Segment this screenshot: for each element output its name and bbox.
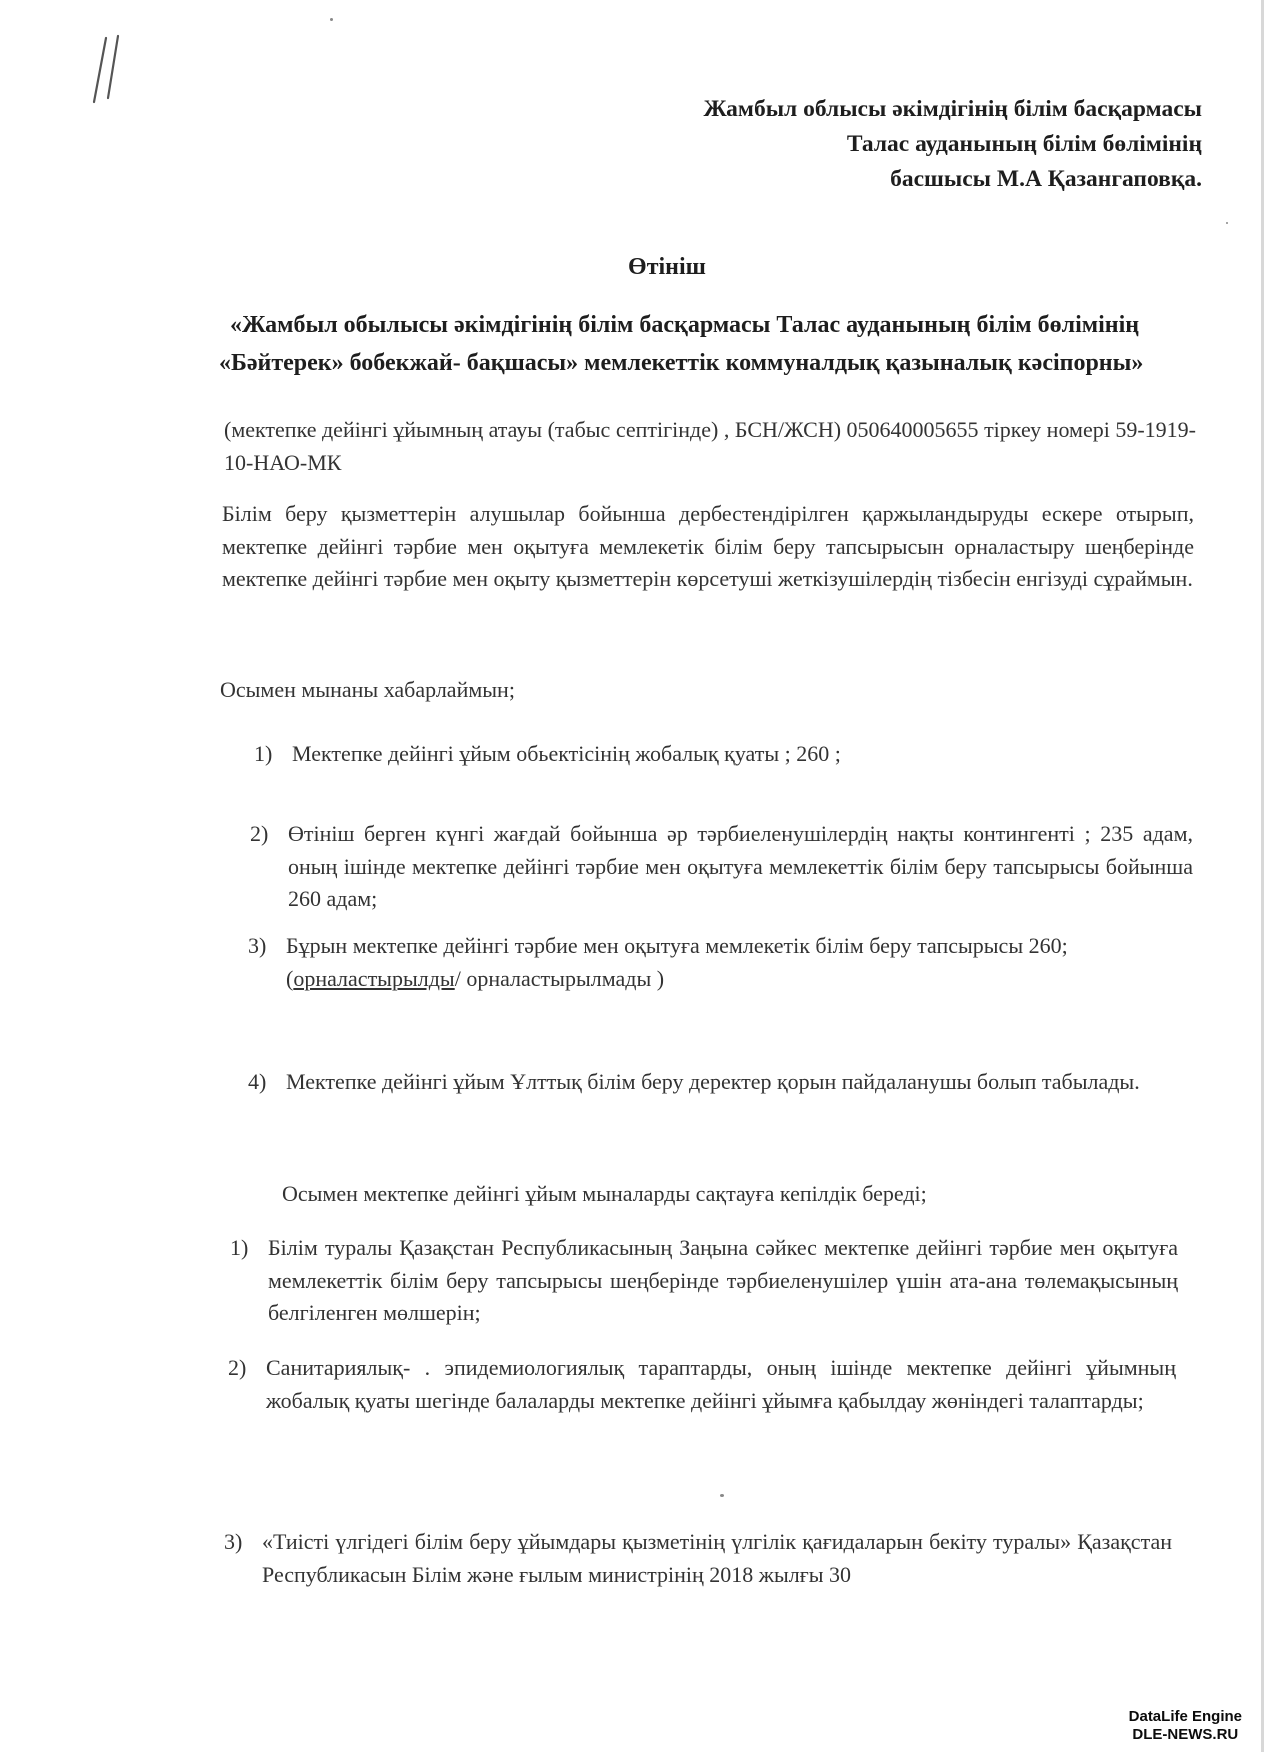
guarantee-item [228,1352,1176,1417]
guarantee-item-number: 3) [224,1529,243,1554]
guarantee-item [230,1232,1178,1330]
scan-speck [330,18,333,21]
addressee-line-2: Талас ауданының білім бөлімінің [846,131,1202,157]
watermark-line-2: DLE-NEWS.RU [1132,1726,1239,1743]
guarantee-item-number: 2) [228,1355,247,1380]
guarantee-item-text: Санитариялық- . эпидемиологиялық тараптарды, оның ішінде мектепке дейінгі ұйымның жобалық қуаты шегінде балаларды мектепке дейінгі ұйымға қабылдау жөніндегі талаптарды; [266,1355,1176,1413]
addressee-line-3: басшысы М.А Қазангаповқа. [890,166,1202,192]
organization-line-2: «Бәйтерек» бобекжай- бақшасы» мемлекеттік коммуналдық қазыналық кәсіпорны» [219,350,1144,376]
list-item-paren-open: ( [286,965,294,991]
list-item [248,930,1191,995]
list-item [254,738,1197,771]
list-item-text-rest: / орналастырылмады ) [454,965,665,991]
inform-intro: Осымен мынаны хабарлаймын; [220,677,515,702]
list-item-number: 4) [248,1069,267,1094]
guarantee-item [224,1526,1172,1591]
document-title: Өтініш [628,254,706,280]
organization-details: (мектепке дейінгі ұйымның атауы (табыс септігінде) , БСН/ЖСН) 050640005655 тіркеу номері 59-1919-10-НАО-МК [224,417,1196,475]
guarantee-item-number: 1) [230,1235,249,1260]
request-paragraph: Білім беру қызметтерін алушылар бойынша дербестендірілген қаржыландыруды ескере отырып, мектепке дейінгі тәрбие мен оқытуға мемлекетік білім беру тапсырысын орналастыру шеңберінде мектепке дейінгі тәрбие мен оқыту қызметтерін көрсетуші жеткізушілердің тізбесін енгізуді сұраймын. [222,501,1194,591]
list-item-text: Мектепке дейінгі ұйым Ұлттық білім беру деректер қорын пайдаланушы болып табылады. [286,1069,1140,1094]
list-item-text: Мектепке дейінгі ұйым обьектісінің жобалық қуаты ; 260 ; [292,741,841,766]
guarantee-item-text: Білім туралы Қазақстан Республикасының Заңына сәйкес мектепке дейінгі тәрбие мен оқытуға мемлекеттік білім беру тапсырысы шеңберінде тәрбиеленушілер үшін ата-ана төлемақысының белгіленген мөлшерін; [268,1235,1178,1325]
guarantee-intro: Осымен мектепке дейінгі ұйым мыналарды сақтауға кепілдік береді; [282,1181,927,1206]
scan-speck [720,1494,724,1497]
addressee-block [704,92,1202,197]
scan-speck [1226,222,1228,224]
list-item-underlined: орналастырылды [293,965,455,991]
organization-name [219,306,1195,382]
guarantee-item-text: «Тиісті үлгідегі білім беру ұйымдары қызметінің үлгілік қағидаларын бекіту туралы» Қазақстан Республикасын Білім және ғылым министрінің 2018 жылғы 30 [262,1529,1172,1587]
list-item-text: Бұрын мектепке дейінгі тәрбие мен оқытуға мемлекетік білім беру тапсырысы 260; [286,933,1068,958]
list-item [248,1066,1191,1099]
organization-line-1: «Жамбыл обылысы әкімдігінің білім басқармасы Талас ауданының білім бөлімінің [230,312,1140,338]
handwritten-mark [88,32,128,112]
list-item-number: 1) [254,741,273,766]
list-item-number: 3) [248,933,267,958]
watermark-line-1: DataLife Engine [1128,1708,1242,1725]
watermark [1129,1708,1242,1744]
list-item [250,818,1193,916]
list-item-text: Өтініш берген күнгі жағдай бойынша әр тәрбиеленушілердің нақты контингенті ; 235 адам, оның ішінде мектепке дейінгі тәрбие мен оқытуға мемлекеттік білім беру тапсырысы бойынша 260 адам; [288,821,1193,911]
list-item-number: 2) [250,821,269,846]
addressee-line-1: Жамбыл облысы әкімдігінің білім басқармасы [703,96,1202,122]
